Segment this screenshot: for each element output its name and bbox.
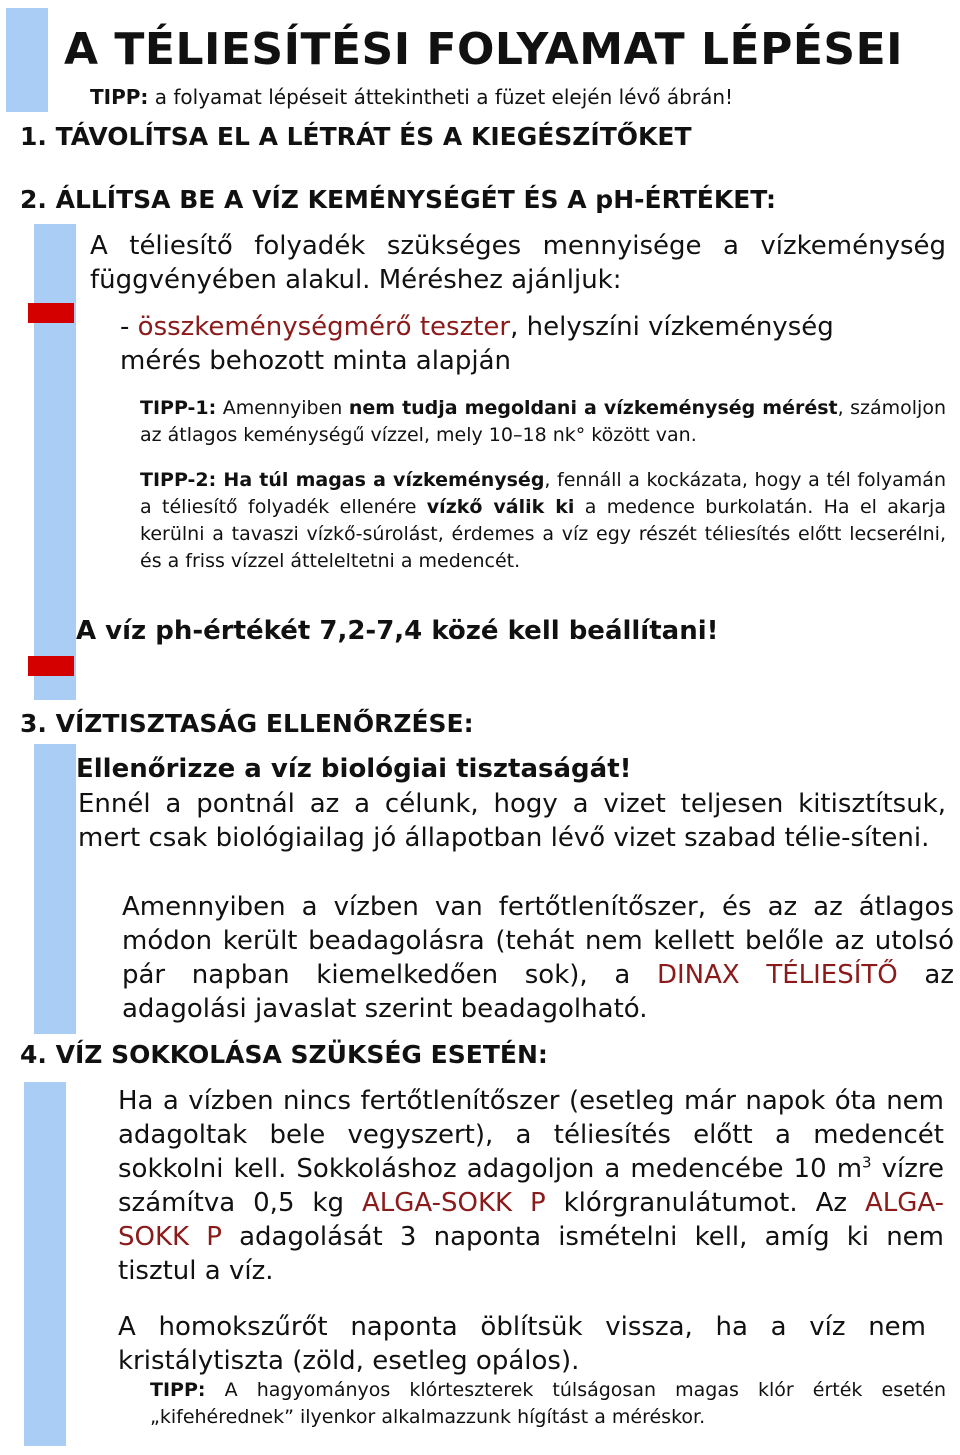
tip2-text-b: a medence burkolatán. Ha el akarja kerülni a tavaszi vízkő-súrolást, érdemes a víz egy részét téliesítés előtt lecserélni, és a friss vízzel átteleltetni a medencét. [140, 496, 946, 572]
step3-para2-a: Amennyiben a vízben van fertőtlenítőszer, és az az átlagos módon került beadagolásra (tehát nem kellett belőle az utolsó pár napban kiemelkedően sok), a [122, 892, 954, 990]
algasokk-product-1: ALGA-SOKK P [361, 1188, 546, 1218]
accent-bar-step2 [34, 224, 76, 700]
tip1-text-a: Amennyiben [216, 397, 349, 419]
tip2-bold-b: vízkő válik ki [426, 496, 575, 518]
step4-para1 [118, 1084, 944, 1288]
step4-para2: A homokszűrőt naponta öblítsük vissza, ha a víz nem kristálytiszta (zöld, esetleg opálos). [118, 1312, 926, 1376]
step4-tip-label: TIPP: [150, 1379, 206, 1401]
step2-heading: 2. ÁLLÍTSA BE A VÍZ KEMÉNYSÉGÉT ÉS A pH-ÉRTÉKET: [20, 185, 776, 214]
red-marker-2 [28, 656, 74, 676]
step4-tip-text: A hagyományos klórteszterek túlságosan magas klór érték esetén „kifehérednek” ilyenkor alkalmazzunk hígítást a méréskor. [150, 1379, 946, 1428]
step1-heading: 1. TÁVOLÍTSA EL A LÉTRÁT ÉS A KIEGÉSZÍTŐKET [20, 122, 692, 151]
red-marker-1 [28, 303, 74, 323]
bullet-rest: , helyszíni vízkeménység mérés behozott minta alapján [120, 312, 834, 376]
step3-para2-b: az adagolási javaslat szerint beadagolható. [122, 960, 954, 1024]
main-tip [90, 85, 733, 109]
step3-para1: Ennél a pontnál az a célunk, hogy a vizet teljesen kitisztítsuk, mert csak biológiailag jó állapotban lévő vizet szabad télie-síteni. [78, 789, 946, 853]
step2-bullet [120, 310, 870, 378]
cubic-sup: 3 [862, 1153, 872, 1172]
step4-para1-a: Ha a vízben nincs fertőtlenítőszer (esetleg már napok óta nem adagoltak bele vegyszert), a téliesítés előtt a medencét sokkolni kell. Sokkoláshoz adagoljon a medencébe 10 m [118, 1086, 944, 1184]
dinax-product: DINAX TÉLIESÍTŐ [656, 960, 898, 990]
step4-heading: 4. VÍZ SOKKOLÁSA SZÜKSÉG ESETÉN: [20, 1040, 548, 1069]
accent-bar-step4 [24, 1082, 66, 1446]
step3-para2 [122, 890, 954, 1026]
algasokk-product-2: ALGA-SOKK P [118, 1188, 944, 1252]
step2-intro: A téliesítő folyadék szükséges mennyisége a vízkeménység függvényében alakul. Méréshez ajánljuk: [90, 231, 946, 295]
step3-subhead: Ellenőrizze a víz biológiai tisztaságát! [76, 754, 632, 784]
step4-para1-b: vízre számítva 0,5 kg [118, 1154, 945, 1218]
step4-tip [150, 1377, 946, 1431]
step4-para1-c: klórgranulátumot. Az [545, 1188, 865, 1218]
tip1-text-b: , számoljon az átlagos keménységű vízzel, mely 10–18 nk° között van. [140, 397, 947, 446]
step4-para1-d: adagolását 3 naponta ismételni kell, amíg ki nem tisztul a víz. [118, 1222, 944, 1286]
tip1-paragraph [140, 395, 946, 449]
bullet-dash: - [120, 312, 138, 342]
tip-text: a folyamat lépéseit áttekintheti a füzet elején lévő ábrán! [148, 85, 734, 109]
step3-heading: 3. VÍZTISZTASÁG ELLENŐRZÉSE: [20, 709, 474, 738]
tip2-text-a: , fennáll a kockázata, hogy a tél folyamán a téliesítő folyadék ellenére [140, 469, 946, 518]
tip1-bold: nem tudja megoldani a vízkeménység mérést [348, 397, 838, 419]
accent-bar-title [6, 8, 48, 112]
tip-label: TIPP: [90, 85, 149, 109]
tester-highlight: összkeménységmérő teszter [137, 312, 511, 342]
page-title: A TÉLIESÍTÉSI FOLYAMAT LÉPÉSEI [64, 24, 904, 75]
tip2-bold-a: Ha túl magas a vízkeménység [216, 469, 545, 491]
accent-bar-step3 [34, 744, 76, 1034]
tip2-label: TIPP-2: [140, 469, 217, 491]
tip2-paragraph [140, 467, 946, 575]
tip1-label: TIPP-1: [140, 397, 217, 419]
ph-note: A víz ph-értékét 7,2-7,4 közé kell beállítani! [76, 616, 719, 646]
